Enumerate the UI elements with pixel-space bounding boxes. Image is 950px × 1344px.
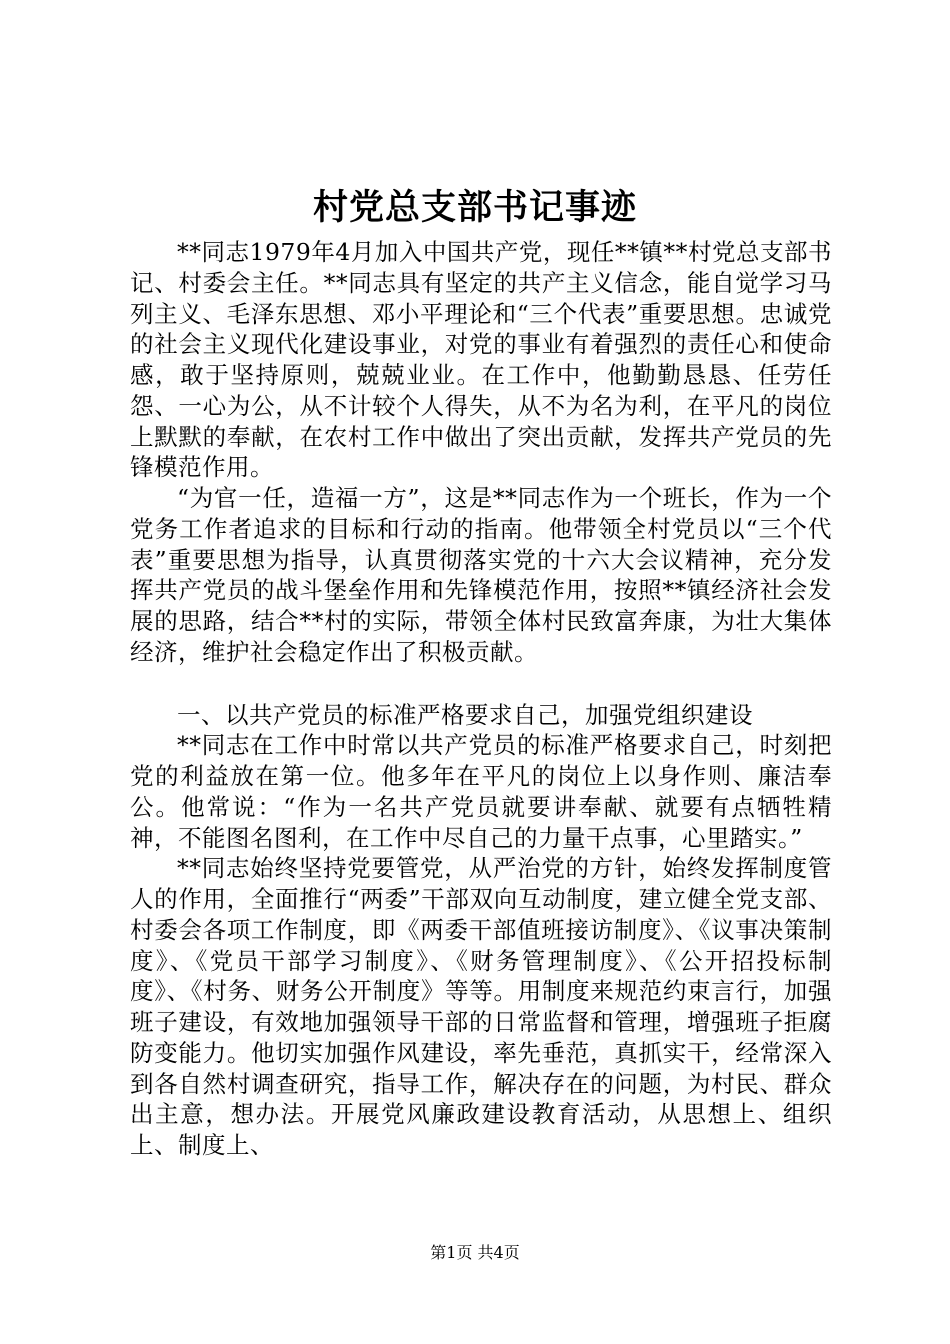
page-number-footer: 第1页 共4页 bbox=[430, 1243, 520, 1262]
document-title: 村党总支部书记事迹 bbox=[312, 187, 637, 228]
paragraph-standard: **同志在工作中时常以共产党员的标准严格要求自己，时刻把党的利益放在第一位。他多年在平凡的岗位上以身作则、廉洁奉公。他常说：“作为一名共产党员就要讲奉献、就要有点牺牲精神，不能图名图利，在工作中尽自己的力量干点事，心里踏实。” bbox=[130, 731, 832, 852]
paragraph-goal: “为官一任，造福一方”，这是**同志作为一个班长，作为一个党务工作者追求的目标和行动的指南。他带领全村党员以“三个代表”重要思想为指导，认真贯彻落实党的十六大会议精神，充分发挥共产党员的战斗堡垒作用和先锋模范作用，按照**镇经济社会发展的思路，结合**村的实际，带领全体村民致富奔康，为壮大集体经济，维护社会稳定作出了积极贡献。 bbox=[130, 484, 832, 666]
blank-line bbox=[130, 668, 832, 700]
section-heading-1: 一、以共产党员的标准严格要求自己，加强党组织建设 bbox=[177, 700, 753, 729]
document-body bbox=[130, 237, 832, 1161]
paragraph-system: **同志始终坚持党要管党，从严治党的方针，始终发挥制度管人的作用，全面推行“两委”干部双向互动制度，建立健全党支部、村委会各项工作制度，即《两委干部值班接访制度》、《议事决策制度》、《党员干部学习制度》、《财务管理制度》、《公开招投标制度》、《村务、财务公开制度》等等。用制度来规范约束言行，加强班子建设，有效地加强领导干部的日常监督和管理，增强班子拒腐防变能力。他切实加强作风建设，率先垂范，真抓实干，经常深入到各自然村调查研究，指导工作，解决存在的问题，为村民、群众出主意，想办法。开展党风廉政建设教育活动，从思想上、组织上、制度上、 bbox=[130, 854, 832, 1159]
paragraph-intro: **同志1979年4月加入中国共产党，现任**镇**村党总支部书记、村委会主任。**同志具有坚定的共产主义信念，能自觉学习马列主义、毛泽东思想、邓小平理论和“三个代表”重要思想。忠诚党的社会主义现代化建设事业，对党的事业有着强烈的责任心和使命感，敢于坚持原则，兢兢业业。在工作中，他勤勤恳恳、任劳任怨、一心为公，从不计较个人得失，从不为名为利，在平凡的岗位上默默的奉献，在农村工作中做出了突出贡献，发挥共产党员的先锋模范作用。 bbox=[130, 238, 832, 482]
